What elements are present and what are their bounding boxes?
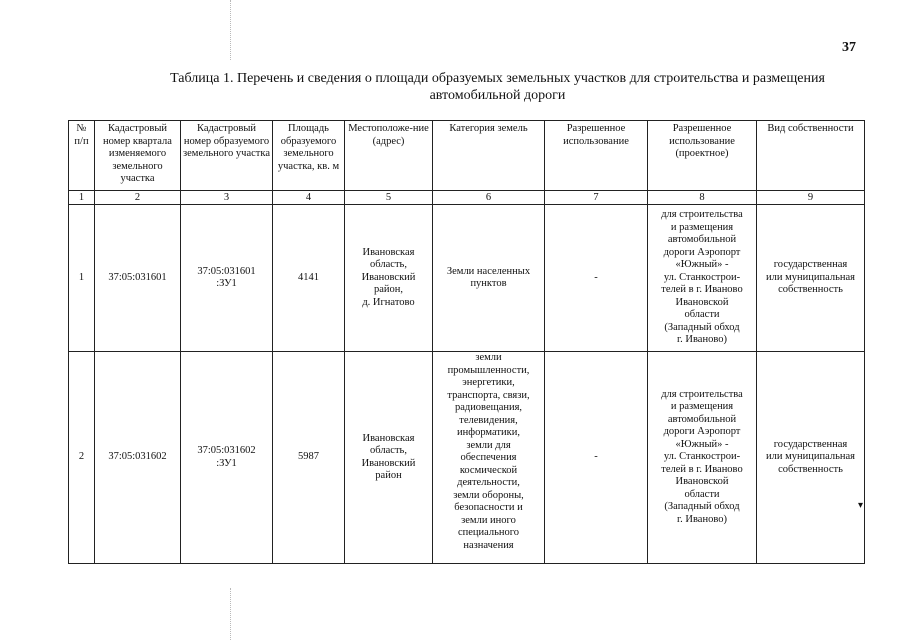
location-line: Ивановский	[361, 271, 416, 283]
land-category-line: деятельности,	[457, 477, 520, 488]
table-row	[69, 352, 865, 564]
land-category-line: земли	[475, 352, 502, 363]
quarter-number: 37:05:031601	[95, 205, 181, 352]
row-num: 2	[69, 352, 95, 564]
column-number: 2	[95, 191, 181, 205]
land-category-line: пунктов	[470, 278, 507, 289]
permitted-use-project	[648, 352, 757, 564]
location-line: область,	[370, 259, 407, 271]
column-number: 9	[757, 191, 865, 205]
location-line: район	[375, 470, 402, 481]
header-area: Площадь образуемого земельного участка, кв. м	[273, 121, 345, 191]
location	[345, 352, 433, 564]
land-category-line: транспорта, связи,	[447, 389, 530, 401]
project-use-line: (Западный обход	[664, 501, 740, 513]
location-line: Ивановская	[362, 432, 415, 444]
column-number-row	[69, 191, 865, 205]
column-number: 3	[181, 191, 273, 205]
project-use-line: г. Иваново)	[677, 334, 727, 346]
project-use-line: телей в г. Иваново	[661, 463, 743, 475]
land-category-line: земли для	[466, 439, 511, 451]
project-use-line: ул. Станкострои-	[663, 271, 741, 283]
header-quarter: Кадастровый номер квартала изменяемого земельного участка	[95, 121, 181, 191]
land-category-line: безопасности и	[454, 502, 523, 513]
permitted-use-project	[648, 205, 757, 352]
column-number: 1	[69, 191, 95, 205]
column-number: 6	[433, 191, 545, 205]
location	[345, 205, 433, 352]
header-num: № п/п	[69, 121, 95, 191]
project-use-line: области	[684, 309, 720, 321]
project-use-line: телей в г. Иваново	[661, 284, 743, 296]
ownership-line: собственность	[778, 284, 843, 296]
parcel-number-line: :ЗУ1	[216, 457, 237, 469]
ownership-line: государственная	[773, 438, 848, 450]
project-use-line: и размещения	[670, 401, 734, 413]
quarter-number: 37:05:031602	[95, 352, 181, 564]
project-use-line: автомобильной	[667, 234, 737, 246]
parcel-number	[181, 205, 273, 352]
row-num: 1	[69, 205, 95, 352]
land-category-line: телевидения,	[459, 414, 518, 426]
land-category-line: энергетики,	[462, 377, 515, 388]
project-use-line: для строительства	[661, 388, 743, 400]
area-value: 4141	[273, 205, 345, 352]
project-use-line: автомобильной	[667, 413, 737, 425]
location-line: Ивановский	[361, 457, 416, 469]
column-number: 8	[648, 191, 757, 205]
project-use-line: «Южный» -	[675, 259, 729, 271]
land-plots-table	[68, 120, 865, 564]
land-category-line: информатики,	[457, 427, 520, 438]
land-category-line: специального	[457, 527, 520, 538]
land-category-line: назначения	[463, 539, 514, 551]
project-use-line: г. Иваново)	[677, 513, 727, 525]
ownership-line: или муниципальная	[766, 451, 855, 463]
permitted-use: -	[545, 205, 648, 352]
project-use-line: Ивановской	[675, 476, 729, 488]
project-use-line: «Южный» -	[675, 438, 729, 450]
header-parcel: Кадастровый номер образуемого земельного участка	[181, 121, 273, 191]
header-permitted-use: Разрешенное использование	[545, 121, 648, 191]
ownership-line: собственность	[778, 463, 843, 475]
column-number: 7	[545, 191, 648, 205]
scan-speck: ▾	[858, 500, 864, 511]
header-location: Местоположе-ние (адрес)	[345, 121, 433, 191]
parcel-number-line: 37:05:031602	[197, 445, 256, 456]
land-category	[433, 352, 545, 564]
land-category	[433, 205, 545, 352]
header-row	[69, 121, 865, 191]
project-use-line: (Западный обход	[664, 321, 740, 333]
project-use-line: для строительства	[661, 209, 743, 221]
land-category-line: радиовещания,	[454, 402, 523, 413]
location-line: д. Игнатово	[362, 296, 415, 308]
location-line: область,	[370, 445, 407, 456]
parcel-number-line: :ЗУ1	[216, 278, 237, 289]
project-use-line: дороги Аэропорт	[663, 426, 741, 438]
header-permitted-use-project: Разрешенное использование (проектное)	[648, 121, 757, 191]
parcel-number-line: 37:05:031601	[197, 265, 256, 277]
page-number: 37	[842, 40, 856, 55]
location-line: район,	[373, 284, 404, 296]
land-category-line: Земли населенных	[446, 265, 531, 277]
location-line: Ивановская	[362, 246, 415, 258]
project-use-line: области	[684, 488, 720, 500]
project-use-line: и размещения	[670, 221, 734, 233]
header-ownership: Вид собственности	[757, 121, 865, 191]
permitted-use: -	[545, 352, 648, 564]
table-title-line-2: автомобильной дороги	[429, 88, 566, 103]
fold-line-top	[230, 0, 231, 60]
column-number: 5	[345, 191, 433, 205]
ownership-type	[757, 352, 865, 564]
land-category-line: обеспечения	[460, 452, 517, 463]
ownership-line: государственная	[773, 259, 848, 271]
ownership-type	[757, 205, 865, 352]
land-category-line: земли обороны,	[453, 489, 524, 501]
land-category-line: промышленности,	[447, 364, 530, 376]
fold-line-bottom	[230, 588, 231, 640]
project-use-line: Ивановской	[675, 296, 729, 308]
table-title-line-1: Таблица 1. Перечень и сведения о площади образуемых земельных участков для строительства и размещения	[170, 71, 825, 86]
project-use-line: дороги Аэропорт	[663, 246, 741, 258]
table-title	[120, 70, 875, 104]
parcel-number	[181, 352, 273, 564]
area-value: 5987	[273, 352, 345, 564]
column-number: 4	[273, 191, 345, 205]
project-use-line: ул. Станкострои-	[663, 451, 741, 463]
table-row	[69, 205, 865, 352]
land-category-line: земли иного	[461, 514, 516, 526]
header-category: Категория земель	[433, 121, 545, 191]
land-category-line: космической	[459, 464, 518, 476]
ownership-line: или муниципальная	[766, 271, 855, 283]
